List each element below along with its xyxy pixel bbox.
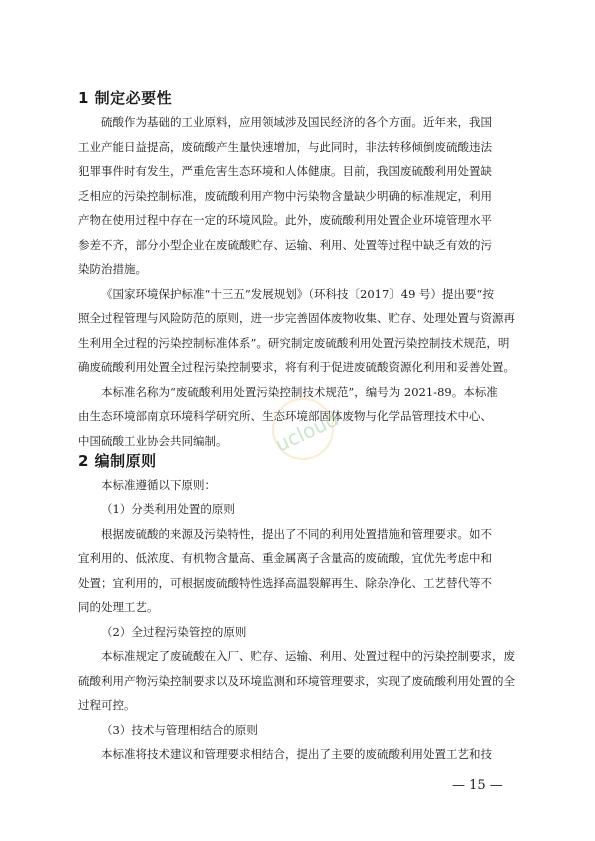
paragraph-line: 染防治措施。	[78, 262, 147, 276]
paragraph-line: 照全过程管理与风险防范的原则，进一步完善固体废物收集、贮存、处理处置与资源再	[78, 311, 515, 325]
paragraph-line: 参差不齐，部分小型企业在废硫酸贮存、运输、利用、处置等过程中缺乏有效的污	[78, 238, 492, 252]
paragraph-line: 本标准名称为“废硫酸利用处置污染控制技术规范”，编号为 2021-89。本标准	[101, 385, 498, 399]
subheading-line: （1）分类利用处置的原则	[101, 502, 235, 516]
paragraph-line: 本标准遵循以下原则：	[101, 478, 216, 492]
paragraph-line: 中国硫酸工业协会共同编制。	[78, 434, 228, 448]
paragraph-line: 硫酸利用产物污染控制要求以及环境监测和环境管理要求，实现了废硫酸利用处置的全	[78, 674, 515, 688]
paragraph-line: 处置；宜利用的，可根据废硫酸特性选择高温裂解再生、除杂净化、工艺替代等不	[78, 576, 492, 590]
paragraph-line: 产物在使用过程中存在一定的环境风险。此外，废硫酸利用处置企业环境管理水平	[78, 213, 492, 227]
paragraph-line: 硫酸作为基础的工业原料，应用领域涉及国民经济的各个方面。近年来，我国	[101, 115, 492, 129]
paragraph-line: 工业产能日益提高，废硫酸产生量快速增加，与此同时，非法转移倾倒废硫酸违法	[78, 140, 492, 154]
section-2-heading: 2 编制原则	[78, 452, 157, 470]
paragraph-line: 过程可控。	[78, 698, 136, 712]
paragraph-line: 确废硫酸利用处置全过程污染控制要求，将有利于促进废硫酸资源化利用和妥善处置。	[78, 360, 515, 374]
paragraph-line: 本标准将技术建议和管理要求相结合，提出了主要的废硫酸利用处置工艺和技	[101, 747, 492, 761]
paragraph-line: 本标准规定了废硫酸在入厂、贮存、运输、利用、处置过程中的污染控制要求，废	[101, 649, 515, 663]
paragraph-line: 乏相应的污染控制标准，废硫酸利用产物中污染物含量缺少明确的标准规定，利用	[78, 189, 492, 203]
subheading-line: （3）技术与管理相结合的原则	[101, 723, 258, 737]
subheading-line: （2）全过程污染管控的原则	[101, 625, 247, 639]
paragraph-line: 同的处理工艺。	[78, 600, 159, 614]
paragraph-line: 生利用全过程的污染控制标准体系”。研究制定废硫酸利用处置污染控制技术规范，明	[78, 336, 510, 350]
page-number: — 15 —	[452, 778, 503, 793]
watermark-logo	[258, 392, 348, 467]
paragraph-line: 犯罪事件时有发生，严重危害生态环境和人体健康。目前，我国废硫酸利用处置缺	[78, 164, 492, 178]
watermark-text: ucloud	[271, 406, 343, 457]
section-1-heading: 1 制定必要性	[78, 89, 173, 107]
paragraph-line: 《国家环境保护标准“十三五”发展规划》（环科技〔2017〕49 号）提出要“按	[101, 287, 494, 301]
paragraph-line: 由生态环境部南京环境科学研究所、生态环境部固体废物与化学品管理技术中心、	[78, 409, 492, 423]
paragraph-line: 宜利用的、低浓度、有机物含量高、重金属离子含量高的废硫酸，宜优先考虑中和	[78, 551, 492, 565]
paragraph-line: 根据废硫酸的来源及污染特性，提出了不同的利用处置措施和管理要求。如不	[101, 527, 492, 541]
